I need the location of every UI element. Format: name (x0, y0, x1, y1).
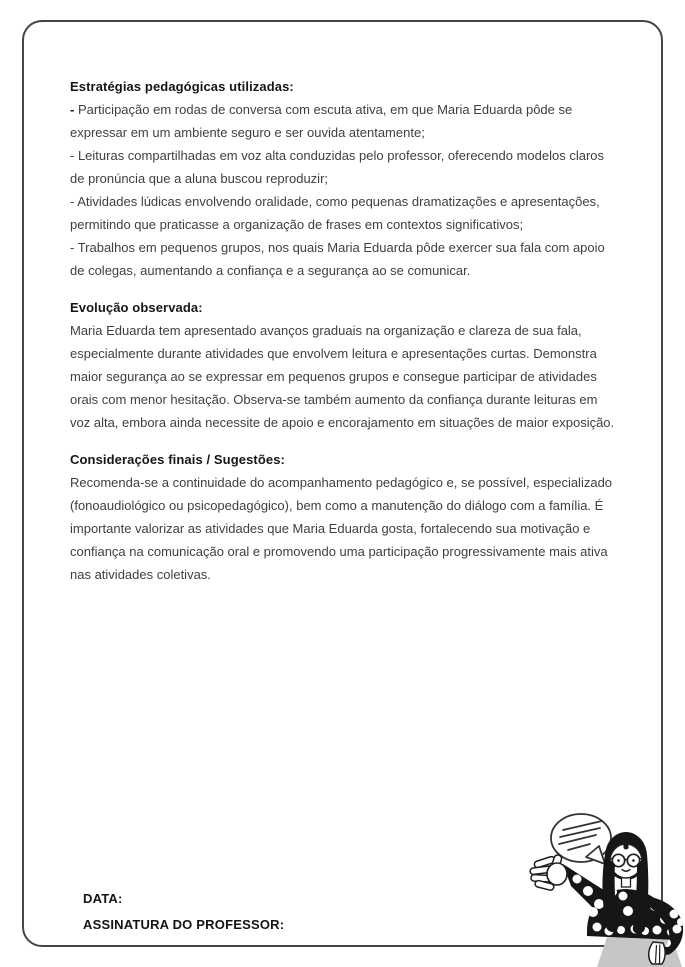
text-line: - Trabalhos em pequenos grupos, nos quais Maria Eduarda pôde exercer sua fala com apoio (70, 240, 605, 255)
text-line: nas atividades coletivas. (70, 567, 211, 582)
report-footer (83, 886, 284, 938)
eye-left (617, 859, 620, 862)
text-line: maior segurança ao se expressar em pequenos grupos e consegue participar de atividades (70, 369, 597, 384)
report-section (70, 75, 630, 282)
date-label: DATA: (83, 891, 123, 906)
text-line: confiança na comunicação oral e promovendo uma participação progressivamente mais ativa (70, 544, 608, 559)
text-line: - Atividades lúdicas envolvendo oralidade, como pequenas dramatizações e apresentações, (70, 194, 600, 209)
teacher-illustration (525, 800, 685, 967)
text-line: Maria Eduarda tem apresentado avanços graduais na organização e clareza de sua fala, (70, 323, 582, 338)
report-section (70, 296, 630, 434)
text-line: - Leituras compartilhadas em voz alta conduzidas pelo professor, oferecendo modelos claros (70, 148, 605, 163)
text-line: voz alta, embora ainda necessite de apoio e encorajamento em situações de maior exposição. (70, 415, 615, 430)
report-section (70, 448, 630, 586)
section-heading: Evolução observada: (70, 300, 203, 315)
text-line: - Participação em rodas de conversa com escuta ativa, em que Maria Eduarda pôde se (70, 102, 573, 117)
eye-right (632, 859, 635, 862)
report-body (70, 75, 630, 600)
text-line: Recomenda-se a continuidade do acompanhamento pedagógico e, se possível, especializado (70, 475, 613, 490)
signature-label: ASSINATURA DO PROFESSOR: (83, 917, 285, 932)
section-heading: Estratégias pedagógicas utilizadas: (70, 79, 294, 94)
text-line: de pronúncia que a aluna buscou reproduzir; (70, 171, 329, 186)
text-line: permitindo que praticasse a organização de frases em contextos significativos; (70, 217, 524, 232)
text-line: expressar em um ambiente seguro e ser ouvida atentamente; (70, 125, 425, 140)
text-line: de colegas, aumentando a confiança e a segurança ao se comunicar. (70, 263, 471, 278)
text-line: orais com menor hesitação. Observa-se também aumento da confiança durante leituras em (70, 392, 598, 407)
text-line: especialmente durante atividades que envolvem leitura e apresentações curtas. Demonstra (70, 346, 597, 361)
section-heading: Considerações finais / Sugestões: (70, 452, 285, 467)
text-line: importante valorizar as atividades que Maria Eduarda gosta, fortalecendo sua motivação e (70, 521, 591, 536)
waving-hand (530, 854, 567, 891)
text-line: (fonoaudiológico ou psicopedagógico), bem como a manutenção do diálogo com a família. É (70, 498, 604, 513)
